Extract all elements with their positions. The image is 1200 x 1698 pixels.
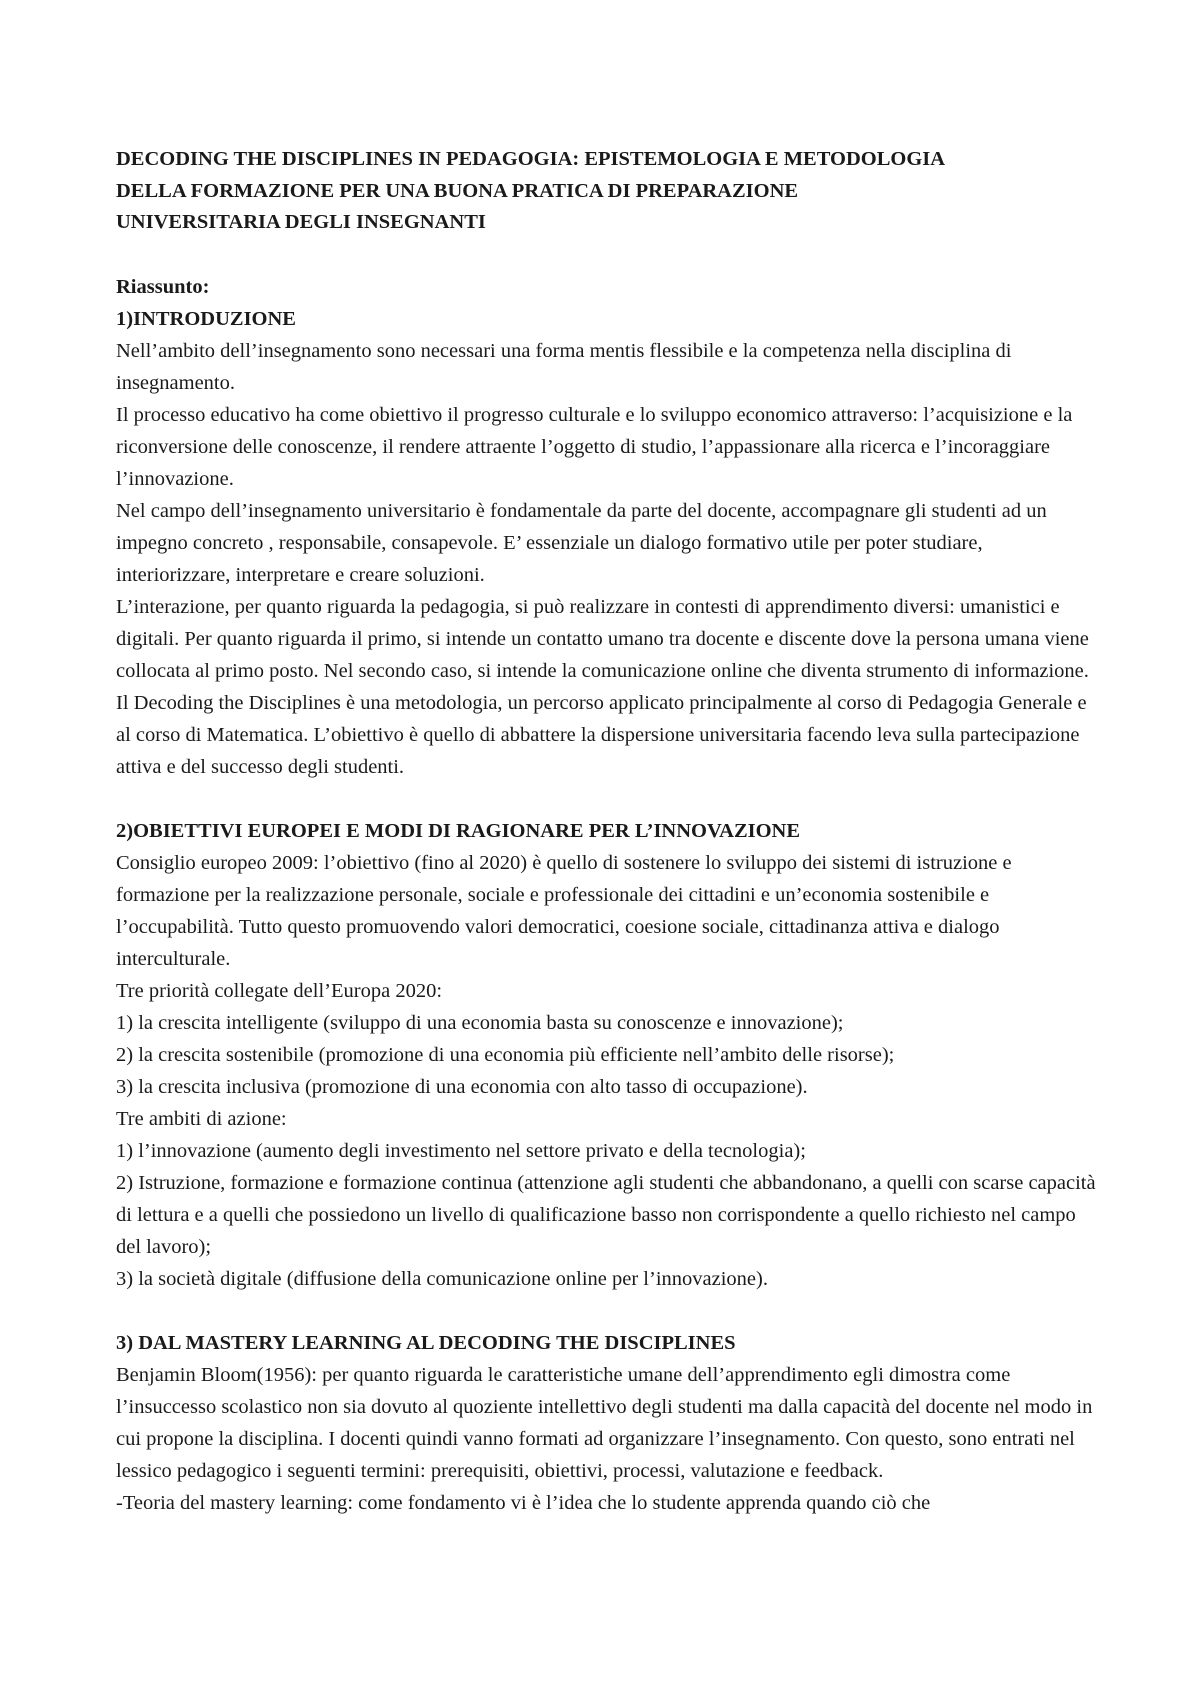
summary-label: Riassunto: bbox=[116, 275, 210, 298]
paragraph: Tre priorità collegate dell’Europa 2020: bbox=[116, 979, 443, 1002]
section-introduction bbox=[116, 271, 1096, 783]
spacer bbox=[116, 1295, 1096, 1327]
section-heading: 1)INTRODUZIONE bbox=[116, 307, 296, 330]
spacer bbox=[116, 239, 1096, 271]
paragraph: -Teoria del mastery learning: come fondamento vi è l’idea che lo studente apprenda quando ciò che bbox=[116, 1491, 931, 1514]
document-title: DECODING THE DISCIPLINES IN PEDAGOGIA: EPISTEMOLOGIA E METODOLOGIA DELLA FORMAZIONE PER UNA BUONA PRATICA DI PREPARAZIONE UNIVERSITARIA DEGLI INSEGNANTI bbox=[116, 148, 944, 233]
paragraph: Tre ambiti di azione: bbox=[116, 1107, 287, 1130]
paragraph: Nell’ambito dell’insegnamento sono necessari una forma mentis flessibile e la competenza nella disciplina di insegnamento. bbox=[116, 339, 1012, 394]
section-heading: 2)OBIETTIVI EUROPEI E MODI DI RAGIONARE PER L’INNOVAZIONE bbox=[116, 819, 801, 842]
list-item: 1) la crescita intelligente (sviluppo di una economia basta su conoscenze e innovazione); bbox=[116, 1011, 844, 1034]
paragraph: Nel campo dell’insegnamento universitario è fondamentale da parte del docente, accompagnare gli studenti ad un impegno concreto , responsabile, consapevole. E’ essenziale un dialogo formativo utile per poter studiare, interiorizzare, interpretare e creare soluzioni. bbox=[116, 499, 1047, 586]
list-item: 3) la crescita inclusiva (promozione di una economia con alto tasso di occupazione). bbox=[116, 1075, 808, 1098]
paragraph: Consiglio europeo 2009: l’obiettivo (fino al 2020) è quello di sostenere lo sviluppo dei sistemi di istruzione e formazione per la realizzazione personale, sociale e professionale dei cittadini e un’economia sostenibile e l’occupabilità. Tutto questo promuovendo valori democratici, coesione sociale, cittadinanza attiva e dialogo interculturale. bbox=[116, 851, 1012, 970]
list-item: 1) l’innovazione (aumento degli investimento nel settore privato e della tecnologia); bbox=[116, 1139, 806, 1162]
list-item: 3) la società digitale (diffusione della comunicazione online per l’innovazione). bbox=[116, 1267, 768, 1290]
list-item: 2) Istruzione, formazione e formazione continua (attenzione agli studenti che abbandonano, a quelli con scarse capacità di lettura e a quelli che possiedono un livello di qualificazione basso non corrispondente a quello richiesto nel campo del lavoro); bbox=[116, 1171, 1096, 1258]
paragraph: Il processo educativo ha come obiettivo il progresso culturale e lo sviluppo economico attraverso: l’acquisizione e la riconversione delle conoscenze, il rendere attraente l’oggetto di studio, l’appassionare alla ricerca e l’incoraggiare l’innovazione. bbox=[116, 403, 1073, 490]
document-page bbox=[116, 144, 1096, 1519]
spacer bbox=[116, 783, 1096, 815]
section-heading: 3) DAL MASTERY LEARNING AL DECODING THE DISCIPLINES bbox=[116, 1331, 736, 1354]
paragraph: Benjamin Bloom(1956): per quanto riguarda le caratteristiche umane dell’apprendimento egli dimostra come l’insuccesso scolastico non sia dovuto al quoziente intellettivo degli studenti ma dalla capacità del docente nel modo in cui propone la disciplina. I docenti quindi vanno formati ad organizzare l’insegnamento. Con questo, sono entrati nel lessico pedagogico i seguenti termini: prerequisiti, obiettivi, processi, valutazione e feedback. bbox=[116, 1363, 1093, 1482]
section-objectives bbox=[116, 815, 1096, 1295]
paragraph: L’interazione, per quanto riguarda la pedagogia, si può realizzare in contesti di apprendimento diversi: umanistici e digitali. Per quanto riguarda il primo, si intende un contatto umano tra docente e discente dove la persona umana viene collocata al primo posto. Nel secondo caso, si intende la comunicazione online che diventa strumento di informazione. bbox=[116, 595, 1089, 682]
list-item: 2) la crescita sostenibile (promozione di una economia più efficiente nell’ambito delle risorse); bbox=[116, 1043, 895, 1066]
section-mastery-learning bbox=[116, 1327, 1096, 1519]
paragraph: Il Decoding the Disciplines è una metodologia, un percorso applicato principalmente al corso di Pedagogia Generale e al corso di Matematica. L’obiettivo è quello di abbattere la dispersione universitaria facendo leva sulla partecipazione attiva e del successo degli studenti. bbox=[116, 691, 1087, 778]
